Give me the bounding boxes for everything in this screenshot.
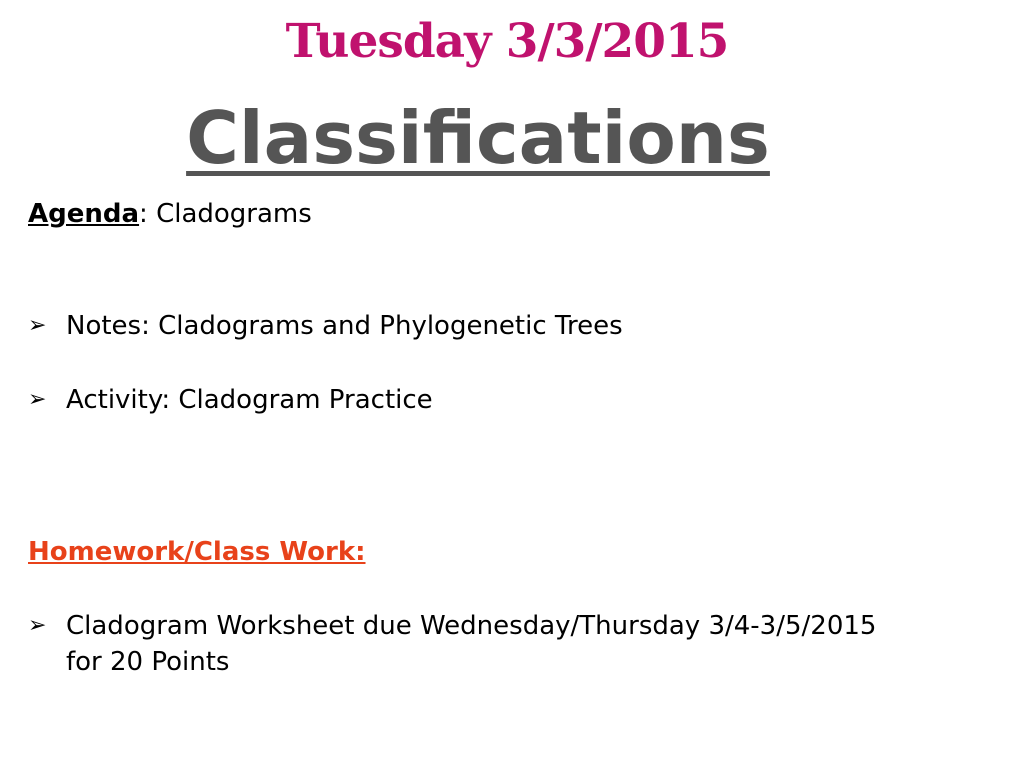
agenda-item-text: Activity: Cladogram Practice (66, 385, 433, 415)
arrow-bullet-icon: ➢ (28, 313, 47, 338)
agenda-item (28, 382, 888, 418)
homework-item (28, 608, 888, 680)
agenda-topic: Cladograms (156, 199, 312, 229)
homework-item-text: Cladogram Worksheet due Wednesday/Thursday 3/4-3/5/2015 for 20 Points (66, 611, 877, 677)
slide-title-text: Classifications (186, 96, 770, 180)
agenda-line (28, 194, 312, 234)
agenda-label: Agenda (28, 199, 140, 229)
date-heading: Tuesday 3/3/2015 (285, 14, 729, 69)
agenda-item-text: Notes: Cladograms and Phylogenetic Trees (66, 311, 623, 341)
agenda-separator: : (139, 199, 157, 229)
arrow-bullet-icon: ➢ (28, 387, 47, 412)
homework-heading: Homework/Class Work: (28, 537, 366, 567)
agenda-item (28, 308, 888, 344)
slide-title (0, 88, 956, 188)
arrow-bullet-icon: ➢ (28, 613, 47, 638)
